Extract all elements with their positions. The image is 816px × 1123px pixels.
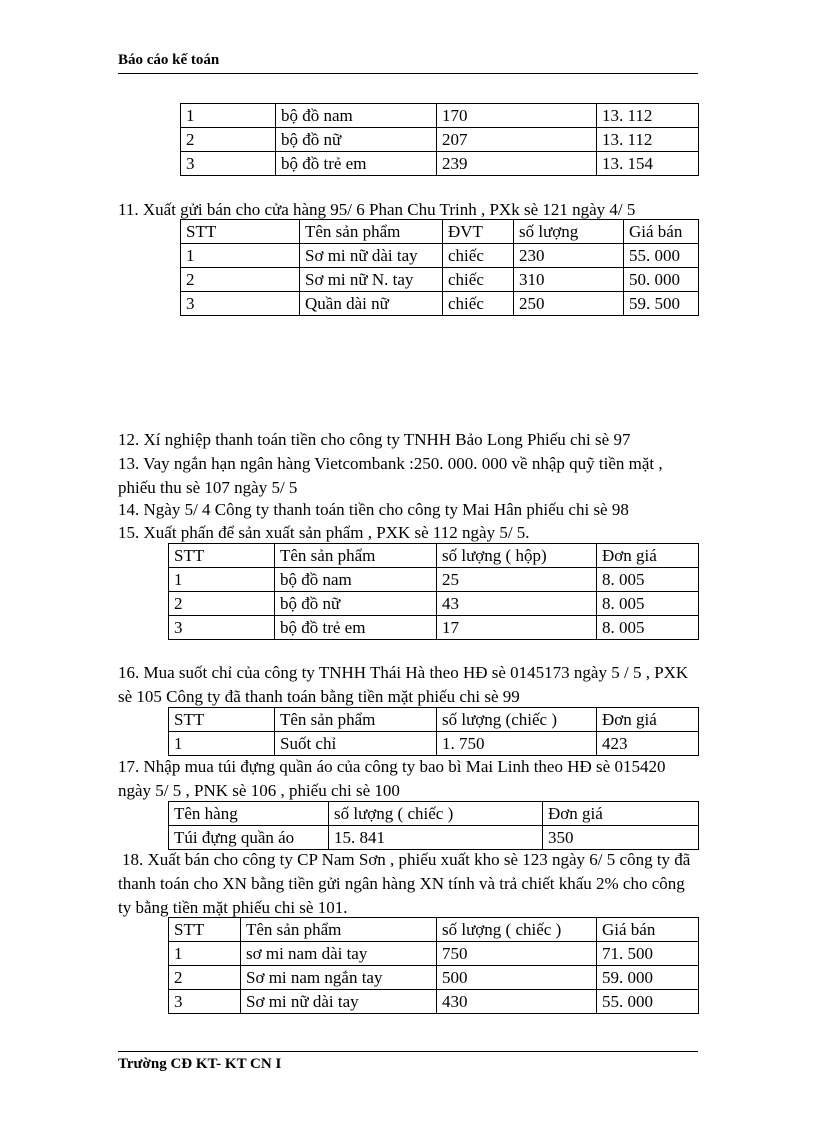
table-cell: 59. 500 xyxy=(624,292,699,316)
table-cell: 750 xyxy=(437,942,597,966)
table-header-row xyxy=(169,802,699,826)
table-cell: bộ đồ trẻ em xyxy=(276,152,437,176)
table-cell: Túi đựng quần áo xyxy=(169,826,329,850)
table-row xyxy=(169,568,699,592)
table-cell: sơ mi nam dài tay xyxy=(241,942,437,966)
column-header: ĐVT xyxy=(443,220,514,244)
table-cell: 15. 841 xyxy=(329,826,543,850)
table-cell: 8. 005 xyxy=(597,592,699,616)
column-header: số lượng ( hộp) xyxy=(437,544,597,568)
column-header: Đơn giá xyxy=(543,802,699,826)
table-cell: Sơ mi nữ dài tay xyxy=(300,244,443,268)
table-cell: Sơ mi nữ dài tay xyxy=(241,990,437,1014)
table-header-row xyxy=(169,544,699,568)
table-cell: 8. 005 xyxy=(597,616,699,640)
table-row xyxy=(181,292,699,316)
table-cell: 310 xyxy=(514,268,624,292)
table-row xyxy=(181,268,699,292)
table-cell: 2 xyxy=(169,592,275,616)
column-header: Tên hàng xyxy=(169,802,329,826)
column-header: Tên sản phẩm xyxy=(275,544,437,568)
column-header: STT xyxy=(169,708,275,732)
page-header: Báo cáo kế toán xyxy=(118,52,698,74)
table-cell: 430 xyxy=(437,990,597,1014)
table-header-row xyxy=(169,918,699,942)
column-header: số lượng xyxy=(514,220,624,244)
table-row xyxy=(169,732,699,756)
table-cell: 50. 000 xyxy=(624,268,699,292)
column-header: Giá bán xyxy=(624,220,699,244)
table-cell: 1 xyxy=(181,104,276,128)
table-cell: 3 xyxy=(169,616,275,640)
table-item-16 xyxy=(168,707,699,756)
table-cell: 250 xyxy=(514,292,624,316)
table-cell: 3 xyxy=(181,292,300,316)
table-cell: 55. 000 xyxy=(624,244,699,268)
table-cell: 59. 000 xyxy=(597,966,699,990)
table-header-row xyxy=(181,220,699,244)
table-cell: 1 xyxy=(169,942,241,966)
table-cell: 3 xyxy=(181,152,276,176)
table-products-top xyxy=(180,103,699,176)
table-cell: 350 xyxy=(543,826,699,850)
item-16-text: 16. Mua suốt chỉ của công ty TNHH Thái Hà theo HĐ sè 0145173 ngày 5 / 5 , PXK sè 105 Công ty đã thanh toán bằng tiền mặt phiếu chi sè 99 xyxy=(118,663,689,706)
table-cell: 1. 750 xyxy=(437,732,597,756)
table-cell: 1 xyxy=(169,568,275,592)
table-row xyxy=(169,826,699,850)
table-cell: 500 xyxy=(437,966,597,990)
table-cell: chiếc xyxy=(443,268,514,292)
table-item-11 xyxy=(180,219,699,316)
table-cell: 17 xyxy=(437,616,597,640)
table-header-row xyxy=(169,708,699,732)
table-row xyxy=(181,104,699,128)
table-cell: 3 xyxy=(169,990,241,1014)
column-header: STT xyxy=(181,220,300,244)
table-cell: Quần dài nữ xyxy=(300,292,443,316)
table-cell: 13. 112 xyxy=(597,104,699,128)
table-cell: 423 xyxy=(597,732,699,756)
table-cell: 8. 005 xyxy=(597,568,699,592)
item-15-text: 15. Xuất phấn để sản xuất sản phẩm , PXK sè 112 ngày 5/ 5. xyxy=(118,523,530,542)
table-cell: Sơ mi nam ngắn tay xyxy=(241,966,437,990)
table-cell: bộ đồ trẻ em xyxy=(275,616,437,640)
column-header: Đơn giá xyxy=(597,708,699,732)
table-cell: 1 xyxy=(181,244,300,268)
table-row xyxy=(181,244,699,268)
item-13-text: 13. Vay ngắn hạn ngân hàng Vietcombank :250. 000. 000 về nhập quỹ tiền mặt , phiếu thu sè 107 ngày 5/ 5 xyxy=(118,454,663,497)
page-footer: Trường CĐ KT- KT CN I xyxy=(118,1051,698,1073)
table-cell: Sơ mi nữ N. tay xyxy=(300,268,443,292)
column-header: Tên sản phẩm xyxy=(241,918,437,942)
table-row xyxy=(169,942,699,966)
column-header: Tên sản phẩm xyxy=(275,708,437,732)
table-cell: 55. 000 xyxy=(597,990,699,1014)
column-header: STT xyxy=(169,918,241,942)
column-header: STT xyxy=(169,544,275,568)
table-cell: bộ đồ nữ xyxy=(275,592,437,616)
table-cell: 2 xyxy=(181,128,276,152)
table-cell: 207 xyxy=(437,128,597,152)
column-header: Giá bán xyxy=(597,918,699,942)
table-cell: bộ đồ nam xyxy=(275,568,437,592)
table-item-15 xyxy=(168,543,699,640)
table-cell: bộ đồ nam xyxy=(276,104,437,128)
table-row xyxy=(169,990,699,1014)
table-cell: 13. 112 xyxy=(597,128,699,152)
table-item-17 xyxy=(168,801,699,850)
table-row xyxy=(181,128,699,152)
table-cell: 13. 154 xyxy=(597,152,699,176)
table-item-18 xyxy=(168,917,699,1014)
table-cell: Suốt chỉ xyxy=(275,732,437,756)
item-14-text: 14. Ngày 5/ 4 Công ty thanh toán tiền cho công ty Mai Hân phiếu chi sè 98 xyxy=(118,500,629,519)
table-cell: 25 xyxy=(437,568,597,592)
column-header: Đơn giá xyxy=(597,544,699,568)
table-row xyxy=(169,592,699,616)
table-cell: 71. 500 xyxy=(597,942,699,966)
table-row xyxy=(169,616,699,640)
item-18-text: 18. Xuất bán cho công ty CP Nam Sơn , phiếu xuất kho sè 123 ngày 6/ 5 công ty đã thanh toán cho XN bằng tiền gửi ngân hàng XN tính và trả chiết khấu 2% cho công ty bằng tiền mặt phiếu chi sè 101. xyxy=(118,850,691,917)
table-row xyxy=(169,966,699,990)
table-cell: 43 xyxy=(437,592,597,616)
table-cell: 230 xyxy=(514,244,624,268)
table-row xyxy=(181,152,699,176)
item-17-text: 17. Nhập mua túi đựng quần áo của công ty bao bì Mai Linh theo HĐ sè 015420 ngày 5/ 5 , PNK sè 106 , phiếu chi sè 100 xyxy=(118,757,666,800)
column-header: số lượng (chiếc ) xyxy=(437,708,597,732)
table-cell: 239 xyxy=(437,152,597,176)
column-header: số lượng ( chiếc ) xyxy=(329,802,543,826)
table-cell: 170 xyxy=(437,104,597,128)
column-header: Tên sản phẩm xyxy=(300,220,443,244)
table-cell: chiếc xyxy=(443,292,514,316)
table-cell: bộ đồ nữ xyxy=(276,128,437,152)
item-12-text: 12. Xí nghiệp thanh toán tiền cho công ty TNHH Bảo Long Phiếu chi sè 97 xyxy=(118,430,631,449)
table-cell: chiếc xyxy=(443,244,514,268)
table-cell: 2 xyxy=(169,966,241,990)
column-header: số lượng ( chiếc ) xyxy=(437,918,597,942)
item-11-text: 11. Xuất gửi bán cho cửa hàng 95/ 6 Phan Chu Trinh , PXk sè 121 ngày 4/ 5 xyxy=(118,200,636,219)
table-cell: 1 xyxy=(169,732,275,756)
table-cell: 2 xyxy=(181,268,300,292)
